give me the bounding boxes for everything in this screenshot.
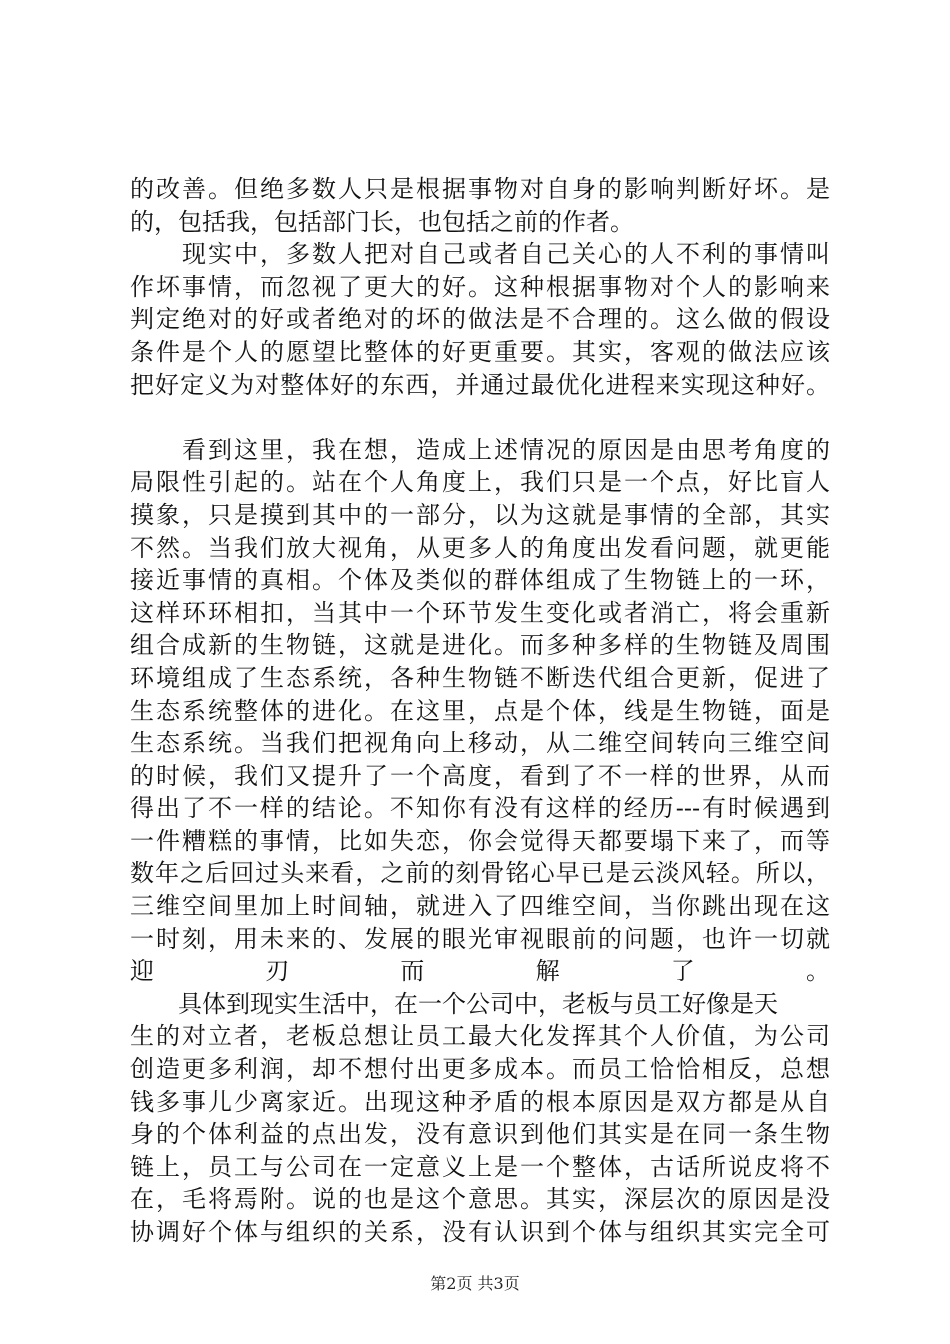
- text-line: 在，毛将焉附。说的也是这个意思。其实，深层次的原因是没: [130, 1185, 830, 1214]
- text-line: 生态系统。当我们把视角向上移动，从二维空间转向三维空间: [130, 729, 830, 758]
- text-line: 作坏事情，而忽视了更大的好。这种根据事物对个人的影响来: [130, 272, 830, 301]
- text-line: 迎刃而解了。: [130, 957, 830, 986]
- text-line: 摸象，只是摸到其中的一部分，以为这就是事情的全部，其实: [130, 500, 830, 529]
- text-line: 身的个体利益的点出发，没有意识到他们其实是在同一条生物: [130, 1120, 830, 1149]
- text-line: 判定绝对的好或者绝对的坏的做法是不合理的。这么做的假设: [130, 305, 830, 334]
- text-line: 创造更多利润，却不想付出更多成本。而员工恰恰相反，总想: [130, 1055, 830, 1084]
- text-line: 协调好个体与组织的关系，没有认识到个体与组织其实完全可: [130, 1218, 830, 1246]
- page-number-label: 第2页 共3页: [430, 1274, 520, 1293]
- text-line: 局限性引起的。站在个人角度上，我们只是一个点，好比盲人: [130, 468, 830, 497]
- text-line: 的，包括我，包括部门长，也包括之前的作者。: [130, 207, 634, 236]
- body-text: [130, 173, 830, 1249]
- text-line: 生的对立者，老板总想让员工最大化发挥其个人价值，为公司: [130, 1022, 830, 1051]
- text-line: 具体到现实生活中，在一个公司中，老板与员工好像是天: [130, 989, 778, 1018]
- text-line: 看到这里，我在想，造成上述情况的原因是由思考角度的: [130, 435, 830, 464]
- page-footer: [0, 1274, 950, 1294]
- text-line: 接近事情的真相。个体及类似的群体组成了生物链上的一环，: [130, 566, 830, 595]
- text-line: 链上，员工与公司在一定意义上是一个整体，古话所说皮将不: [130, 1152, 830, 1181]
- text-line: 钱多事儿少离家近。出现这种矛盾的根本原因是双方都是从自: [130, 1087, 830, 1116]
- text-line: 把好定义为对整体好的东西，并通过最优化进程来实现这种好。: [130, 370, 830, 399]
- text-line: 一件糟糕的事情，比如失恋，你会觉得天都要塌下来了，而等: [130, 826, 830, 855]
- text-line: 现实中，多数人把对自己或者自己关心的人不利的事情叫: [130, 240, 830, 269]
- text-line: 条件是个人的愿望比整体的好更重要。其实，客观的做法应该: [130, 337, 830, 366]
- text-line: 数年之后回过头来看，之前的刻骨铭心早已是云淡风轻。所以，: [130, 859, 830, 888]
- text-line: 三维空间里加上时间轴，就进入了四维空间，当你跳出现在这: [130, 892, 830, 921]
- text-line: 的时候，我们又提升了一个高度，看到了不一样的世界，从而: [130, 761, 830, 790]
- text-line: 生态系统整体的进化。在这里，点是个体，线是生物链，面是: [130, 696, 830, 725]
- text-line: 环境组成了生态系统，各种生物链不断迭代组合更新，促进了: [130, 663, 830, 692]
- text-line: 的改善。但绝多数人只是根据事物对自身的影响判断好坏。是: [130, 175, 830, 203]
- text-line: 一时刻，用未来的、发展的眼光审视眼前的问题，也许一切就: [130, 924, 830, 953]
- text-line: 组合成新的生物链，这就是进化。而多种多样的生物链及周围: [130, 631, 830, 660]
- text-line: 不然。当我们放大视角，从更多人的角度出发看问题，就更能: [130, 533, 830, 562]
- text-line: 得出了不一样的结论。不知你有没有这样的经历---有时候遇到: [130, 794, 830, 823]
- text-line: 这样环环相扣，当其中一个环节发生变化或者消亡，将会重新: [130, 598, 830, 627]
- paragraph-gap: [130, 401, 830, 434]
